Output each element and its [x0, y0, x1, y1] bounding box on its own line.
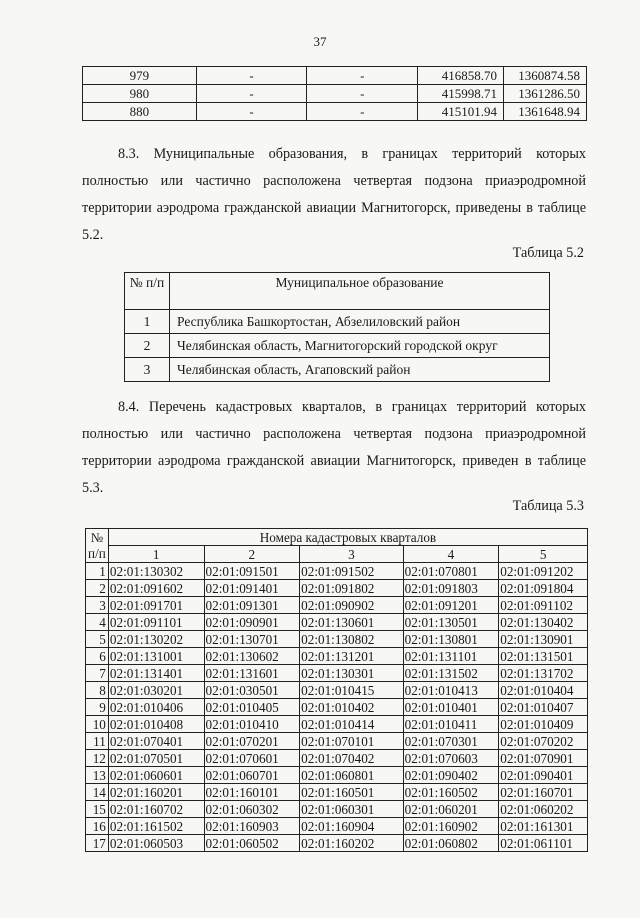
- cadastral-quarter: 02:01:091803: [403, 580, 499, 597]
- cadastral-quarter: 02:01:070101: [300, 733, 403, 750]
- coordinates-row: [83, 103, 587, 121]
- cadastral-quarter: 02:01:010413: [403, 682, 499, 699]
- row-number: 4: [86, 614, 109, 631]
- table-row: [86, 682, 588, 699]
- column-header: 4: [403, 546, 499, 563]
- row-number: 6: [86, 648, 109, 665]
- table-5-3-caption: Таблица 5.3: [512, 498, 584, 514]
- cadastral-quarter: 02:01:131702: [499, 665, 588, 682]
- row-number: 10: [86, 716, 109, 733]
- column-header: 3: [300, 546, 403, 563]
- coordinates-cell: -: [196, 67, 307, 85]
- row-number: 1: [86, 563, 109, 580]
- coordinates-cell: -: [196, 85, 307, 103]
- cadastral-quarter: 02:01:131601: [204, 665, 300, 682]
- cadastral-quarter: 02:01:091202: [499, 563, 588, 580]
- table-row: [86, 733, 588, 750]
- coordinates-row: [83, 67, 587, 85]
- cadastral-quarter: 02:01:010411: [403, 716, 499, 733]
- paragraph-8-4: 8.4. Перечень кадастровых кварталов, в границах территорий которых полностью или частично расположена четвертая подзона приаэродромной территории аэродрома гражданской авиации Магнитогорск, приведен в таблице 5.3.: [82, 399, 586, 496]
- cadastral-quarter: 02:01:091301: [204, 597, 300, 614]
- cadastral-quarter: 02:01:091501: [204, 563, 300, 580]
- row-number: 3: [86, 597, 109, 614]
- cadastral-quarter: 02:01:070501: [108, 750, 204, 767]
- cadastral-quarter: 02:01:010404: [499, 682, 588, 699]
- cadastral-quarter: 02:01:060201: [403, 801, 499, 818]
- coordinates-cell: 415101.94: [418, 103, 504, 121]
- cadastral-quarter: 02:01:090901: [204, 614, 300, 631]
- cadastral-quarter: 02:01:131401: [108, 665, 204, 682]
- table-row: [86, 835, 588, 852]
- coordinates-cell: -: [196, 103, 307, 121]
- cadastral-quarter: 02:01:060502: [204, 835, 300, 852]
- row-number: 17: [86, 835, 109, 852]
- table-row: [86, 801, 588, 818]
- cadastral-quarter: 02:01:070603: [403, 750, 499, 767]
- row-number: 8: [86, 682, 109, 699]
- coordinates-cell: 1360874.58: [504, 67, 587, 85]
- row-number: 7: [86, 665, 109, 682]
- cadastral-quarter: 02:01:070202: [499, 733, 588, 750]
- municipality-name: Челябинская область, Магнитогорский городской округ: [170, 334, 550, 358]
- cadastral-quarter: 02:01:091201: [403, 597, 499, 614]
- coordinates-cell: 415998.71: [418, 85, 504, 103]
- cadastral-quarter: 02:01:070901: [499, 750, 588, 767]
- row-number: 13: [86, 767, 109, 784]
- column-header: 5: [499, 546, 588, 563]
- municipality-name: Челябинская область, Агаповский район: [170, 358, 550, 382]
- coordinates-cell: 980: [83, 85, 197, 103]
- cadastral-quarter: 02:01:070402: [300, 750, 403, 767]
- coordinates-table: [82, 66, 587, 121]
- cadastral-quarter: 02:01:130202: [108, 631, 204, 648]
- cadastral-quarter: 02:01:130801: [403, 631, 499, 648]
- cadastral-quarter: 02:01:131101: [403, 648, 499, 665]
- coordinates-cell: 416858.70: [418, 67, 504, 85]
- row-number: 11: [86, 733, 109, 750]
- cadastral-quarter: 02:01:130701: [204, 631, 300, 648]
- cadastral-quarter: 02:01:070301: [403, 733, 499, 750]
- row-number: 1: [125, 310, 170, 334]
- column-header: 2: [204, 546, 300, 563]
- cadastral-quarter: 02:01:060701: [204, 767, 300, 784]
- cadastral-quarter: 02:01:160904: [300, 818, 403, 835]
- cadastral-quarter: 02:01:060801: [300, 767, 403, 784]
- cadastral-quarter: 02:01:130601: [300, 614, 403, 631]
- row-number: 2: [125, 334, 170, 358]
- cadastral-quarter: 02:01:010408: [108, 716, 204, 733]
- table-5-3-header-num: № п/п: [86, 529, 109, 563]
- coordinates-row: [83, 85, 587, 103]
- row-number: 16: [86, 818, 109, 835]
- cadastral-quarter: 02:01:160101: [204, 784, 300, 801]
- cadastral-quarter: 02:01:091802: [300, 580, 403, 597]
- cadastral-quarter: 02:01:060601: [108, 767, 204, 784]
- cadastral-quarter: 02:01:130301: [300, 665, 403, 682]
- cadastral-quarter: 02:01:131502: [403, 665, 499, 682]
- cadastral-quarter: 02:01:070801: [403, 563, 499, 580]
- table-row: [86, 784, 588, 801]
- coordinates-cell: 880: [83, 103, 197, 121]
- cadastral-quarter: 02:01:010406: [108, 699, 204, 716]
- cadastral-quarter: 02:01:130602: [204, 648, 300, 665]
- cadastral-quarter: 02:01:010407: [499, 699, 588, 716]
- cadastral-quarter: 02:01:060301: [300, 801, 403, 818]
- table-row: [125, 334, 550, 358]
- cadastral-quarter: 02:01:090902: [300, 597, 403, 614]
- table-5-2: [124, 272, 550, 382]
- table-5-3: [85, 528, 588, 852]
- cadastral-quarter: 02:01:061101: [499, 835, 588, 852]
- table-row: [86, 665, 588, 682]
- cadastral-quarter: 02:01:090402: [403, 767, 499, 784]
- cadastral-quarter: 02:01:030501: [204, 682, 300, 699]
- paragraph-8-3: 8.3. Муниципальные образования, в границах территорий которых полностью или частично расположена четвертая подзона приаэродромной территории аэродрома гражданской авиации Магнитогорск, приведены в таблице 5.2.: [82, 146, 586, 243]
- row-number: 5: [86, 631, 109, 648]
- cadastral-quarter: 02:01:130501: [403, 614, 499, 631]
- municipality-name: Республика Башкортостан, Абзелиловский район: [170, 310, 550, 334]
- cadastral-quarter: 02:01:131201: [300, 648, 403, 665]
- cadastral-quarter: 02:01:160202: [300, 835, 403, 852]
- coordinates-cell: 979: [83, 67, 197, 85]
- table-row: [86, 563, 588, 580]
- cadastral-quarter: 02:01:091602: [108, 580, 204, 597]
- cadastral-quarter: 02:01:130402: [499, 614, 588, 631]
- cadastral-quarter: 02:01:160701: [499, 784, 588, 801]
- row-number: 9: [86, 699, 109, 716]
- cadastral-quarter: 02:01:131001: [108, 648, 204, 665]
- table-row: [86, 580, 588, 597]
- table-5-2-header-num: № п/п: [125, 273, 170, 310]
- cadastral-quarter: 02:01:091102: [499, 597, 588, 614]
- cadastral-quarter: 02:01:091701: [108, 597, 204, 614]
- cadastral-quarter: 02:01:090401: [499, 767, 588, 784]
- cadastral-quarter: 02:01:091804: [499, 580, 588, 597]
- table-row: [125, 310, 550, 334]
- row-number: 15: [86, 801, 109, 818]
- cadastral-quarter: 02:01:131501: [499, 648, 588, 665]
- table-row: [86, 614, 588, 631]
- cadastral-quarter: 02:01:160902: [403, 818, 499, 835]
- row-number: 14: [86, 784, 109, 801]
- cadastral-quarter: 02:01:130901: [499, 631, 588, 648]
- column-header: 1: [108, 546, 204, 563]
- cadastral-quarter: 02:01:091101: [108, 614, 204, 631]
- cadastral-quarter: 02:01:160201: [108, 784, 204, 801]
- cadastral-quarter: 02:01:010415: [300, 682, 403, 699]
- cadastral-quarter: 02:01:010401: [403, 699, 499, 716]
- table-row: [86, 648, 588, 665]
- cadastral-quarter: 02:01:060503: [108, 835, 204, 852]
- page-number: 37: [313, 34, 327, 49]
- table-row: [86, 597, 588, 614]
- table-row: [86, 631, 588, 648]
- table-row: [86, 818, 588, 835]
- coordinates-cell: -: [307, 67, 418, 85]
- cadastral-quarter: 02:01:161502: [108, 818, 204, 835]
- row-number: 3: [125, 358, 170, 382]
- cadastral-quarter: 02:01:160502: [403, 784, 499, 801]
- cadastral-quarter: 02:01:060302: [204, 801, 300, 818]
- table-row: [86, 716, 588, 733]
- table-row: [86, 750, 588, 767]
- cadastral-quarter: 02:01:070401: [108, 733, 204, 750]
- cadastral-quarter: 02:01:160903: [204, 818, 300, 835]
- table-row: [86, 699, 588, 716]
- coordinates-cell: 1361286.50: [504, 85, 587, 103]
- table-5-3-header-main: Номера кадастровых кварталов: [108, 529, 587, 546]
- cadastral-quarter: 02:01:070601: [204, 750, 300, 767]
- cadastral-quarter: 02:01:010414: [300, 716, 403, 733]
- cadastral-quarter: 02:01:091502: [300, 563, 403, 580]
- cadastral-quarter: 02:01:161301: [499, 818, 588, 835]
- table-5-2-caption: Таблица 5.2: [512, 245, 584, 261]
- table-row: [86, 767, 588, 784]
- coordinates-cell: -: [307, 103, 418, 121]
- cadastral-quarter: 02:01:010410: [204, 716, 300, 733]
- row-number: 2: [86, 580, 109, 597]
- cadastral-quarter: 02:01:010405: [204, 699, 300, 716]
- row-number: 12: [86, 750, 109, 767]
- cadastral-quarter: 02:01:060202: [499, 801, 588, 818]
- table-row: [125, 358, 550, 382]
- cadastral-quarter: 02:01:130802: [300, 631, 403, 648]
- cadastral-quarter: 02:01:070201: [204, 733, 300, 750]
- cadastral-quarter: 02:01:010409: [499, 716, 588, 733]
- cadastral-quarter: 02:01:130302: [108, 563, 204, 580]
- cadastral-quarter: 02:01:060802: [403, 835, 499, 852]
- coordinates-cell: -: [307, 85, 418, 103]
- cadastral-quarter: 02:01:091401: [204, 580, 300, 597]
- cadastral-quarter: 02:01:030201: [108, 682, 204, 699]
- cadastral-quarter: 02:01:160501: [300, 784, 403, 801]
- coordinates-cell: 1361648.94: [504, 103, 587, 121]
- table-5-2-header-name: Муниципальное образование: [170, 273, 550, 310]
- cadastral-quarter: 02:01:160702: [108, 801, 204, 818]
- cadastral-quarter: 02:01:010402: [300, 699, 403, 716]
